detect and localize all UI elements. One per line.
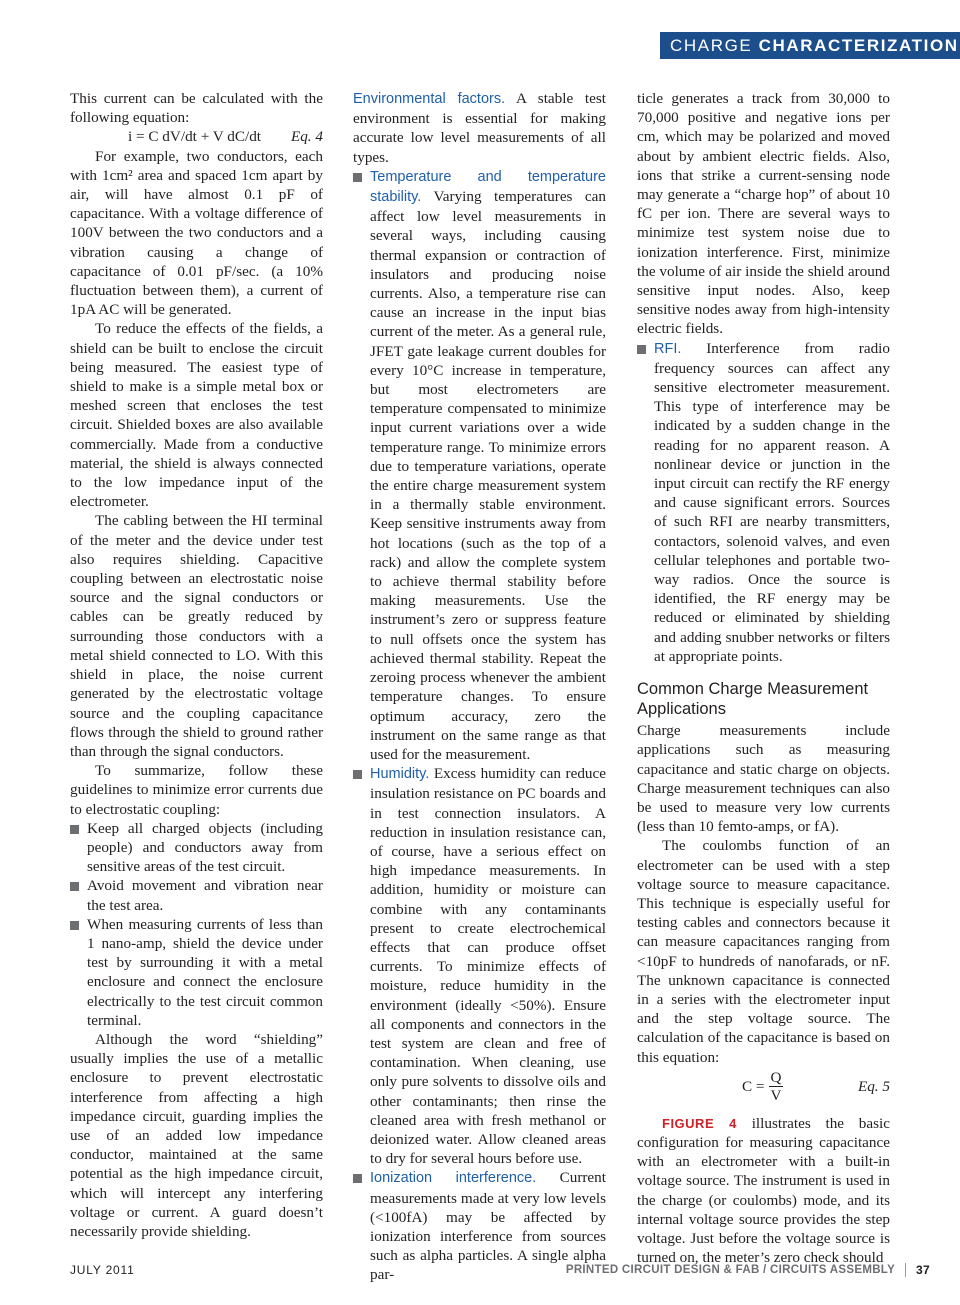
equation-5-lhs: C =: [742, 1077, 765, 1095]
bullet-item-humidity: [353, 764, 606, 1168]
footer-publication: [566, 1263, 930, 1277]
equation-5-numerator: Q: [770, 1068, 782, 1086]
section-header-bold: CHARACTERIZATION: [758, 36, 959, 55]
bullet-square-icon: [70, 825, 79, 834]
page-number: 37: [916, 1263, 930, 1277]
equation-5-denominator: V: [770, 1086, 782, 1104]
paragraph: Although the word “shielding” usually implies the use of a metallic enclosure to prevent electrostatic interference from affecting a high impedance circuit, guarding implies the use of an added low impedance conductor, maintained at the same potential as the high impedance circuit, which will intercept any interfering voltage or current. A guard doesn’t necessarily provide shielding.: [70, 1030, 323, 1240]
equation-4-label: Eq. 4: [290, 128, 323, 146]
paragraph-environmental: [353, 89, 606, 167]
bullet-square-icon: [353, 770, 362, 779]
bullet-square-icon: [353, 1174, 362, 1183]
run-in-heading: Ionization interference.: [370, 1170, 537, 1187]
equation-4: [70, 127, 323, 146]
column-2: [353, 89, 606, 1285]
footer-date: JULY 2011: [70, 1263, 135, 1277]
bullet-square-icon: [70, 921, 79, 930]
equation-4-body: i = C dV/dt + V dC/dt: [128, 128, 262, 146]
section-heading: Common Charge Measurement Applications: [637, 680, 869, 718]
paragraph: The coulombs function of an electrometer can be used with a step voltage source to measure capacitance. This technique is especially useful for testing cables and connectors because it can measure capacitances ranging from <10pF to hundreds of nanofarads, or nF. The unknown capacitance is connected in a series with the electrometer input and the step voltage source. The calculation of the capacitance is based on this equation:: [637, 837, 890, 1066]
bullet-item-temperature: [353, 167, 606, 764]
bullet-item: [70, 819, 323, 877]
bullet-text: Keep all charged objects (including people) and conductors away from sensitive areas of the test circuit.: [87, 819, 323, 876]
section-header: [660, 32, 960, 59]
paragraph: The cabling between the HI terminal of the meter and the device under test also requires shielding. Capacitive coupling between an electrostatic noise source and the signal conductors or cables can be greatly reduced by surrounding those conductors with a metal shield connected to LO. With this shield in place, the noise current generated by the electrostatic voltage source and the coupling capacitance flows through the shield to ground rather than through the signal conductors.: [70, 512, 323, 760]
bullet-text: Current measurements made at very low levels (<100fA) may be affected by ionization interference from sources such as alpha particles. A single alpha par-: [370, 1169, 606, 1284]
bullet-item-rfi: [637, 339, 890, 666]
column-3: [637, 89, 890, 1267]
run-in-heading: Temperature and temperature stability.: [370, 168, 606, 206]
bullet-text: Interference from radio frequency sources can affect any sensitive electrometer measurement. This type of interference may be indicated by a sudden change in the reading for no apparent reason. A nonlinear device or junction in the input circuit can rectify the RF energy and cause significant errors. Sources of such RFI are nearby transmitters, contactors, solenoid valves, and even cellular telephones and portable two-way radios. Once the source is identified, the RF energy may be reduced or eliminated by shielding and adding snubber networks or filters at appropriate points.: [654, 339, 890, 665]
paragraph: This current can be calculated with the following equation:: [70, 90, 323, 127]
paragraph: To reduce the effects of the fields, a shield can be built to enclose the circuit being measured. The easiest type of shield to make is a simple metal box or meshed screen that encloses the test circuit. Shielded boxes are also available commercially. Made from a conductive material, the shield is always connected to the low impedance input of the electrometer.: [70, 320, 323, 511]
bullet-item: [70, 915, 323, 1030]
equation-5-label: Eq. 5: [857, 1077, 890, 1095]
bullet-square-icon: [353, 173, 362, 182]
equation-5: [637, 1069, 890, 1104]
paragraph: Charge measurements include applications such as measuring capacitance and static charge on objects. Charge measurement techniques can also be used to measure very low currents (less than 10 femto-amps, or fA).: [637, 722, 890, 836]
run-in-heading: RFI.: [654, 340, 682, 357]
bullet-item: [70, 876, 323, 914]
paragraph-figure-ref: [637, 1114, 890, 1268]
run-in-heading: Environmental factors.: [353, 91, 506, 107]
paragraph: To summarize, follow these guidelines to minimize error currents due to electrostatic coupling:: [70, 762, 323, 818]
bullet-square-icon: [637, 345, 646, 354]
paragraph: ticle generates a track from 30,000 to 70,000 positive and negative ions per cm, which may be polarized and moved about by ambient electric fields. Also, ions that strike a current-sensing node may generate a “charge hop” of about 10 fC per ion. There are several ways to minimize test system noise due to ionization interference. First, minimize the volume of air inside the shield around sensitive input nodes. Also, keep sensitive nodes away from high-intensity electric fields.: [637, 90, 890, 338]
paragraph-text: illustrates the basic configuration for measuring capacitance with an electrometer with a built-in voltage source. The instrument is used in the charge (or coulombs) mode, and its internal voltage source provides the step voltage. Just before the voltage source is turned on, the meter’s zero check should: [637, 1114, 891, 1267]
bullet-square-icon: [70, 882, 79, 891]
footer-divider: [905, 1263, 906, 1277]
paragraph: For example, two conductors, each with 1cm² area and spaced 1cm apart by air, will have almost 0.1 pF of capacitance. With a voltage difference of 100V between the two conductors and a vibration causing a change of capacitance of 0.01 pF/sec. (a 10% fluctuation between them), a current of 1pA AC will be generated.: [70, 147, 323, 319]
equation-5-fraction: [769, 1069, 784, 1104]
section-header-light: CHARGE: [670, 36, 753, 55]
paragraph-text: A stable test environment is essential for making accurate low level measurements of all types.: [353, 90, 606, 166]
bullet-text: Avoid movement and vibration near the test area.: [87, 877, 323, 914]
figure-reference: FIGURE 4: [662, 1115, 737, 1131]
publication-name: PRINTED CIRCUIT DESIGN & FAB / CIRCUITS ASSEMBLY: [565, 1264, 896, 1276]
equation-5-body: [742, 1069, 783, 1104]
bullet-text: Varying temperatures can affect low level measurements in several ways, including causing thermal expansion or contraction of insulators and producing noise currents. Also, a temperature rise can cause an increase in the input bias current of the meter. As a general rule, JFET gate leakage current doubles for every 10°C increase in temperature, but most electrometers are temperature compensated to minimize input current variations over a wide temperature range. To minimize errors due to temperature variations, operate the entire charge measurement system in a thermally stable environment. Keep sensitive instruments away from hot locations (such as the top of a rack) and allow the complete system to achieve thermal stability before making measurements. Use the instrument’s zero or suppress feature to null offsets once the system has achieved thermal stability. Repeat the zeroing process whenever the ambient temperature changes. To ensure optimum accuracy, zero the instrument on the same range as that used for the measurement.: [370, 188, 606, 763]
column-1: [70, 89, 323, 1241]
run-in-heading: Humidity.: [370, 766, 430, 783]
bullet-text: When measuring currents of less than 1 nano-amp, shield the device under test by surrounding it with a metal enclosure and connect the enclosure electrically to the test circuit common terminal.: [87, 915, 323, 1029]
bullet-text: Excess humidity can reduce insulation resistance on PC boards and in test connection insulators. A reduction in insulation resistance can, of course, have a serious effect on high impedance measurements. In addition, humidity or moisture can combine with any contaminants present to create electrochemical effects that can produce offset currents. To minimize effects of moisture, reduce humidity in the environment (ideally <50%). Ensure all components and connectors in the test system are clean and free of contamination. When cleaning, use only pure solvents to dissolve oils and other contaminants; then rinse the cleaned area with fresh methanol or deionized water. Allow cleaned areas to dry for several hours before use.: [370, 765, 606, 1168]
